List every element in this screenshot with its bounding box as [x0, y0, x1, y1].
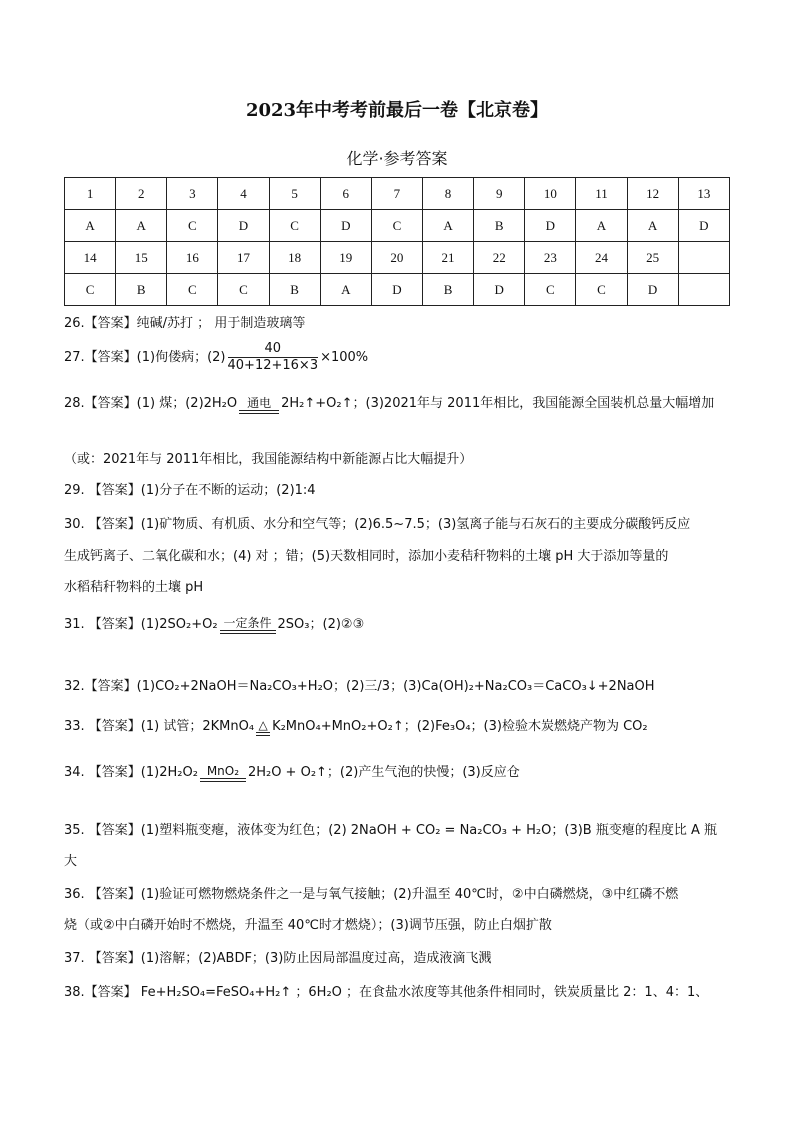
table-cell: C [167, 274, 218, 306]
table-cell [678, 274, 729, 306]
table-cell: C [218, 274, 269, 306]
table-cell: 1 [65, 178, 116, 210]
table-cell: 3 [167, 178, 218, 210]
table-cell: 6 [320, 178, 371, 210]
table-cell: B [269, 274, 320, 306]
table-cell: 14 [65, 242, 116, 274]
answer-34-suffix: 2H₂O + O₂↑；(2)产生气泡的快慢；(3)反应仓 [247, 765, 520, 780]
answer-36-line1: 36. 【答案】(1)验证可燃物燃烧条件之一是与氧气接触；(2)升温至 40℃时，②中白磷燃烧，③中红磷不燃 [64, 887, 679, 902]
answer-34-text: 34. 【答案】(1)2H₂O₂ [64, 765, 198, 780]
table-cell: B [116, 274, 167, 306]
table-cell: C [525, 274, 576, 306]
answer-33-suffix: K₂MnO₄+MnO₂+O₂↑；(2)Fe₃O₄；(3)检验木炭燃烧产物为 CO₂ [272, 719, 648, 734]
answer-27-suffix: ×100% [320, 350, 369, 365]
page-title: 2023年中考考前最后一卷【北京卷】 [245, 100, 549, 121]
table-cell: D [627, 274, 678, 306]
table-cell: 10 [525, 178, 576, 210]
condition-label: MnO₂ [206, 764, 240, 778]
reaction-condition [220, 616, 276, 634]
table-cell: 9 [474, 178, 525, 210]
table-cell: A [116, 210, 167, 242]
answer-38: 38.【答案】 Fe+H₂SO₄=FeSO₄+H₂↑ ；6H₂O ；在食盐水浓度等其他条件相同时，铁炭质量比 2：1、4：1、 [64, 985, 709, 1000]
table-cell: D [320, 210, 371, 242]
answer-28 [64, 394, 734, 414]
table-cell: A [65, 210, 116, 242]
table-row [65, 274, 730, 306]
answer-table [64, 177, 730, 306]
reaction-condition [239, 396, 279, 414]
condition-label: 一定条件 [223, 616, 272, 630]
table-cell: A [576, 210, 627, 242]
table-cell: 20 [371, 242, 422, 274]
table-cell: A [422, 210, 473, 242]
table-cell: 7 [371, 178, 422, 210]
table-cell: 16 [167, 242, 218, 274]
page-subtitle: 化学·参考答案 [346, 149, 448, 168]
table-cell: 11 [576, 178, 627, 210]
table-cell: A [627, 210, 678, 242]
table-cell: 2 [116, 178, 167, 210]
answer-28-text: 28.【答案】(1) 煤；(2)2H₂O [64, 396, 238, 411]
reaction-condition [256, 718, 270, 736]
table-cell: C [371, 210, 422, 242]
table-cell: C [65, 274, 116, 306]
table-cell: D [678, 210, 729, 242]
table-cell: 21 [422, 242, 473, 274]
answer-30-line1: 30. 【答案】(1)矿物质、有机质、水分和空气等；(2)6.5~7.5；(3)氢离子能与石灰石的主要成分碳酸钙反应 [64, 517, 691, 532]
answer-28-line2: （或：2021年与 2011年相比，我国能源结构中新能源占比大幅提升） [64, 452, 473, 467]
table-row [65, 178, 730, 210]
answer-31-text: 31. 【答案】(1)2SO₂+O₂ [64, 617, 218, 632]
table-cell: B [474, 210, 525, 242]
table-cell [678, 242, 729, 274]
table-row [65, 242, 730, 274]
table-cell: D [218, 210, 269, 242]
table-cell: 24 [576, 242, 627, 274]
answer-27-text: 27.【答案】(1)佝偻病；(2) [64, 350, 226, 365]
table-cell: D [474, 274, 525, 306]
table-cell: 5 [269, 178, 320, 210]
condition-label: △ [258, 718, 268, 732]
table-cell: 8 [422, 178, 473, 210]
table-cell: 25 [627, 242, 678, 274]
answer-33 [64, 718, 734, 736]
table-cell: 23 [525, 242, 576, 274]
answer-27 [64, 340, 734, 380]
table-cell: 22 [474, 242, 525, 274]
answer-36-line2: 烧（或②中白磷开始时不燃烧，升温至 40℃时才燃烧）；(3)调节压强，防止白烟扩散 [64, 918, 552, 933]
table-cell: D [371, 274, 422, 306]
table-cell: 4 [218, 178, 269, 210]
answer-37: 37. 【答案】(1)溶解；(2)ABDF；(3)防止因局部温度过高，造成液滴飞溅 [64, 951, 492, 966]
table-cell: C [576, 274, 627, 306]
condition-label: 通电 [247, 396, 272, 410]
table-cell: 17 [218, 242, 269, 274]
answer-29: 29. 【答案】(1)分子在不断的运动；(2)1:4 [64, 483, 316, 498]
table-cell: A [320, 274, 371, 306]
answer-35-line2: 大 [64, 854, 78, 869]
answer-32: 32.【答案】(1)CO₂+2NaOH＝Na₂CO₃+H₂O；(2)三/3；(3)Ca(OH)₂+Na₂CO₃＝CaCO₃↓+2NaOH [64, 679, 655, 694]
answer-30-line2: 生成钙离子、二氧化碳和水；(4) 对 ；错；(5)天数相同时，添加小麦秸秆物料的土壤 pH 大于添加等量的 [64, 549, 669, 564]
answer-34 [64, 764, 734, 782]
table-cell: D [525, 210, 576, 242]
table-cell: 13 [678, 178, 729, 210]
answer-31-suffix: 2SO₃；(2)②③ [277, 617, 365, 632]
reaction-condition [200, 764, 246, 782]
table-cell: B [422, 274, 473, 306]
answer-33-text: 33. 【答案】(1) 试管；2KMnO₄ [64, 719, 255, 734]
table-cell: 18 [269, 242, 320, 274]
table-cell: 12 [627, 178, 678, 210]
table-cell: 15 [116, 242, 167, 274]
fraction [228, 341, 319, 374]
table-cell: 19 [320, 242, 371, 274]
table-cell: C [167, 210, 218, 242]
answer-28-suffix: 2H₂↑+O₂↑；(3)2021年与 2011年相比，我国能源全国装机总量大幅增加 [281, 396, 715, 411]
table-row [65, 210, 730, 242]
fraction-denominator: 40+12+16×3 [227, 358, 319, 373]
table-cell: C [269, 210, 320, 242]
answer-30-line3: 水稻秸秆物料的土壤 pH [64, 580, 204, 595]
answer-26: 26.【答案】纯碱/苏打 ； 用于制造玻璃等 [64, 316, 306, 331]
answer-35-line1: 35. 【答案】(1)塑料瓶变瘪，液体变为红色；(2) 2NaOH + CO₂ = Na₂CO₃ + H₂O；(3)B 瓶变瘪的程度比 A 瓶 [64, 823, 717, 838]
fraction-numerator: 40 [228, 341, 319, 358]
answer-31 [64, 616, 734, 634]
